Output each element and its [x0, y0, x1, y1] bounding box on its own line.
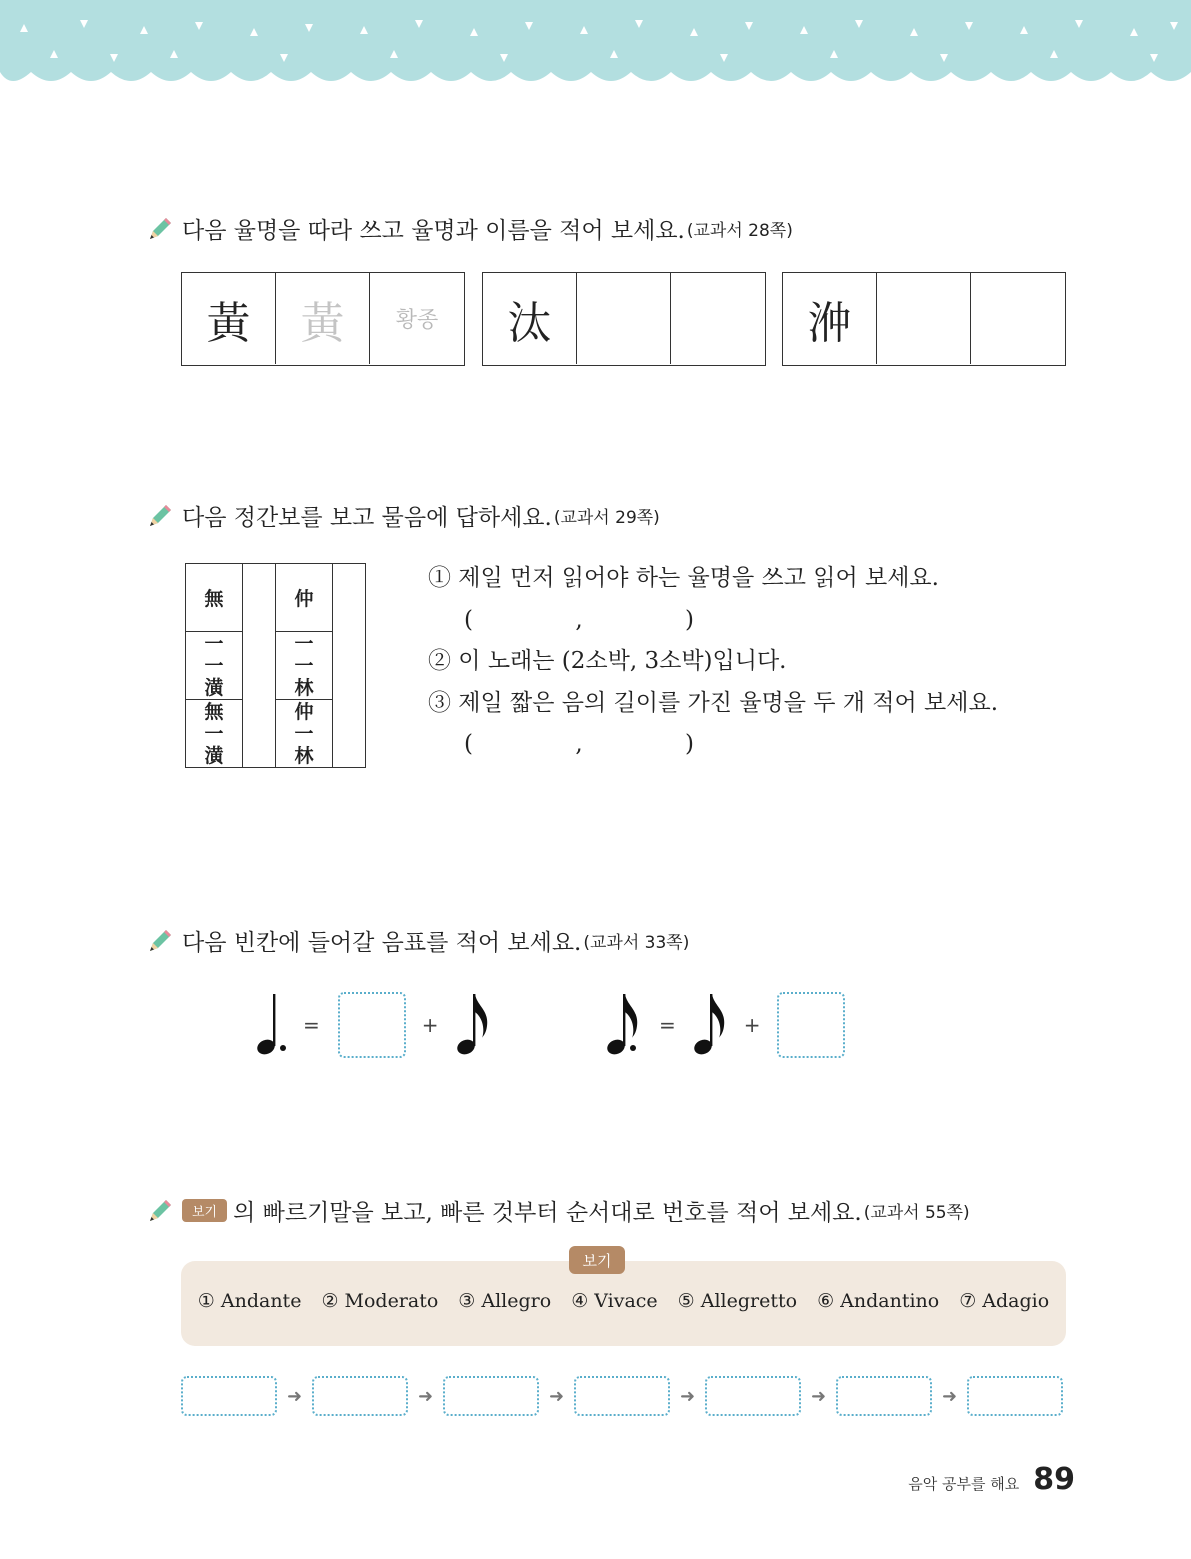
tempo-term: ① Andante — [197, 1290, 302, 1312]
pencil-icon — [146, 1197, 174, 1225]
arrow-right-icon: ➜ — [417, 1385, 434, 1407]
jeonggan-mark: 一 — [204, 632, 224, 655]
eighth-note-icon — [455, 990, 491, 1060]
yulmyeong-grid-2 — [482, 272, 766, 366]
footer-section-title: 음악 공부를 해요 — [908, 1475, 1020, 1493]
jeonggan-mark: 潢 — [204, 744, 224, 767]
jeonggan-mark: 無 — [204, 700, 224, 723]
page-number: 89 — [1033, 1462, 1075, 1497]
yulmyeong-char: 㳞 — [783, 273, 877, 364]
page-footer — [908, 1462, 1075, 1497]
top-banner — [0, 0, 1191, 90]
question-4-heading — [146, 1194, 970, 1227]
answer-blank-3[interactable]: ( , ) — [464, 731, 694, 757]
subquestion-3: ③ 제일 짧은 음의 길이를 가진 율명을 두 개 적어 보세요. — [428, 689, 998, 716]
yulmyeong-char: 汰 — [483, 273, 577, 364]
yulmyeong-trace[interactable]: 黃 — [276, 273, 370, 364]
pencil-icon — [146, 215, 174, 243]
yulmyeong-trace[interactable] — [877, 273, 971, 364]
question-2-subquestions — [428, 558, 998, 766]
question-1-heading — [146, 212, 793, 245]
jeonggan-cell — [276, 700, 333, 768]
question-2-heading — [146, 499, 660, 532]
yulmyeong-trace[interactable] — [577, 273, 671, 364]
jeongganbo — [185, 563, 366, 768]
yulmyeong-grid-3 — [782, 272, 1066, 366]
jeonggan-mark: 一 — [294, 722, 314, 745]
dotted-quarter-note-icon — [255, 990, 289, 1060]
jeonggan-mark: 仲 — [294, 700, 314, 723]
jeonggan-cell — [186, 700, 243, 768]
question-3-text: 다음 빈칸에 들어갈 음표를 적어 보세요. — [182, 930, 582, 956]
dotted-eighth-note-icon — [605, 990, 647, 1060]
tempo-term: ⑦ Adagio — [959, 1290, 1050, 1312]
tempo-term: ⑥ Andantino — [817, 1290, 940, 1312]
jeonggan-empty-column — [243, 564, 276, 768]
arrow-right-icon: ➜ — [679, 1385, 696, 1407]
jeonggan-mark: 一 — [204, 654, 224, 677]
jeonggan-mark: 一 — [294, 632, 314, 655]
question-4-text: 의 빠르기말을 보고, 빠른 것부터 순서대로 번호를 적어 보세요. — [233, 1200, 862, 1226]
tempo-term: ② Moderato — [321, 1290, 439, 1312]
answer-blank-1[interactable]: ( , ) — [464, 606, 694, 633]
order-answer-row — [181, 1376, 1063, 1416]
note-answer-box[interactable] — [338, 992, 406, 1058]
arrow-right-icon: ➜ — [810, 1385, 827, 1407]
question-2-text: 다음 정간보를 보고 물음에 답하세요. — [182, 505, 552, 531]
note-equation-1 — [255, 990, 491, 1060]
order-answer-box[interactable] — [705, 1376, 801, 1416]
jeonggan-mark: 一 — [294, 654, 314, 677]
yulmyeong-name[interactable] — [971, 273, 1065, 364]
yulmyeong-char: 黃 — [182, 273, 276, 364]
jeonggan-cell — [186, 632, 243, 700]
arrow-right-icon: ➜ — [286, 1385, 303, 1407]
jeonggan-mark: 林 — [294, 676, 314, 699]
subquestion-2: ② 이 노래는 (2소박, 3소박)입니다. — [428, 648, 787, 674]
question-2-ref: (교과서 29쪽) — [553, 508, 660, 528]
jeonggan-cell — [276, 632, 333, 700]
order-answer-box[interactable] — [574, 1376, 670, 1416]
tempo-term: ⑤ Allegretto — [677, 1290, 798, 1312]
order-answer-box[interactable] — [312, 1376, 408, 1416]
jeonggan-mark: 一 — [204, 722, 224, 745]
pencil-icon — [146, 502, 174, 530]
bogi-panel-label: 보기 — [569, 1246, 625, 1274]
arrow-right-icon: ➜ — [941, 1385, 958, 1407]
question-3-heading — [146, 924, 689, 957]
jeonggan-mark: 潢 — [204, 676, 224, 699]
jeonggan-empty-column — [333, 564, 366, 768]
tempo-term: ③ Allegro — [458, 1290, 552, 1312]
yulmyeong-grid-1 — [181, 272, 465, 366]
equals-sign: = — [303, 1013, 320, 1037]
note-answer-box[interactable] — [777, 992, 845, 1058]
question-3-ref: (교과서 33쪽) — [583, 933, 690, 953]
order-answer-box[interactable] — [443, 1376, 539, 1416]
plus-sign: + — [743, 1013, 761, 1037]
bogi-badge: 보기 — [182, 1199, 227, 1222]
equals-sign: = — [659, 1013, 676, 1037]
yulmyeong-name[interactable] — [671, 273, 765, 364]
plus-sign: + — [421, 1013, 439, 1037]
subquestion-1: ① 제일 먼저 읽어야 하는 율명을 쓰고 읽어 보세요. — [428, 565, 939, 591]
order-answer-box[interactable] — [836, 1376, 932, 1416]
tempo-term: ④ Vivace — [571, 1290, 658, 1312]
note-equation-2 — [605, 990, 845, 1060]
eighth-note-icon — [692, 990, 728, 1060]
order-answer-box[interactable] — [967, 1376, 1063, 1416]
jeonggan-cell: 仲 — [276, 564, 333, 632]
jeonggan-mark: 林 — [294, 744, 314, 767]
question-1-text: 다음 율명을 따라 쓰고 율명과 이름을 적어 보세요. — [182, 218, 685, 244]
question-4-ref: (교과서 55쪽) — [863, 1203, 970, 1223]
question-1-ref: (교과서 28쪽) — [686, 221, 793, 241]
jeonggan-cell: 無 — [186, 564, 243, 632]
pencil-icon — [146, 927, 174, 955]
order-answer-box[interactable] — [181, 1376, 277, 1416]
tempo-term-list — [181, 1290, 1066, 1312]
yulmyeong-name[interactable]: 황종 — [395, 308, 439, 333]
arrow-right-icon: ➜ — [548, 1385, 565, 1407]
